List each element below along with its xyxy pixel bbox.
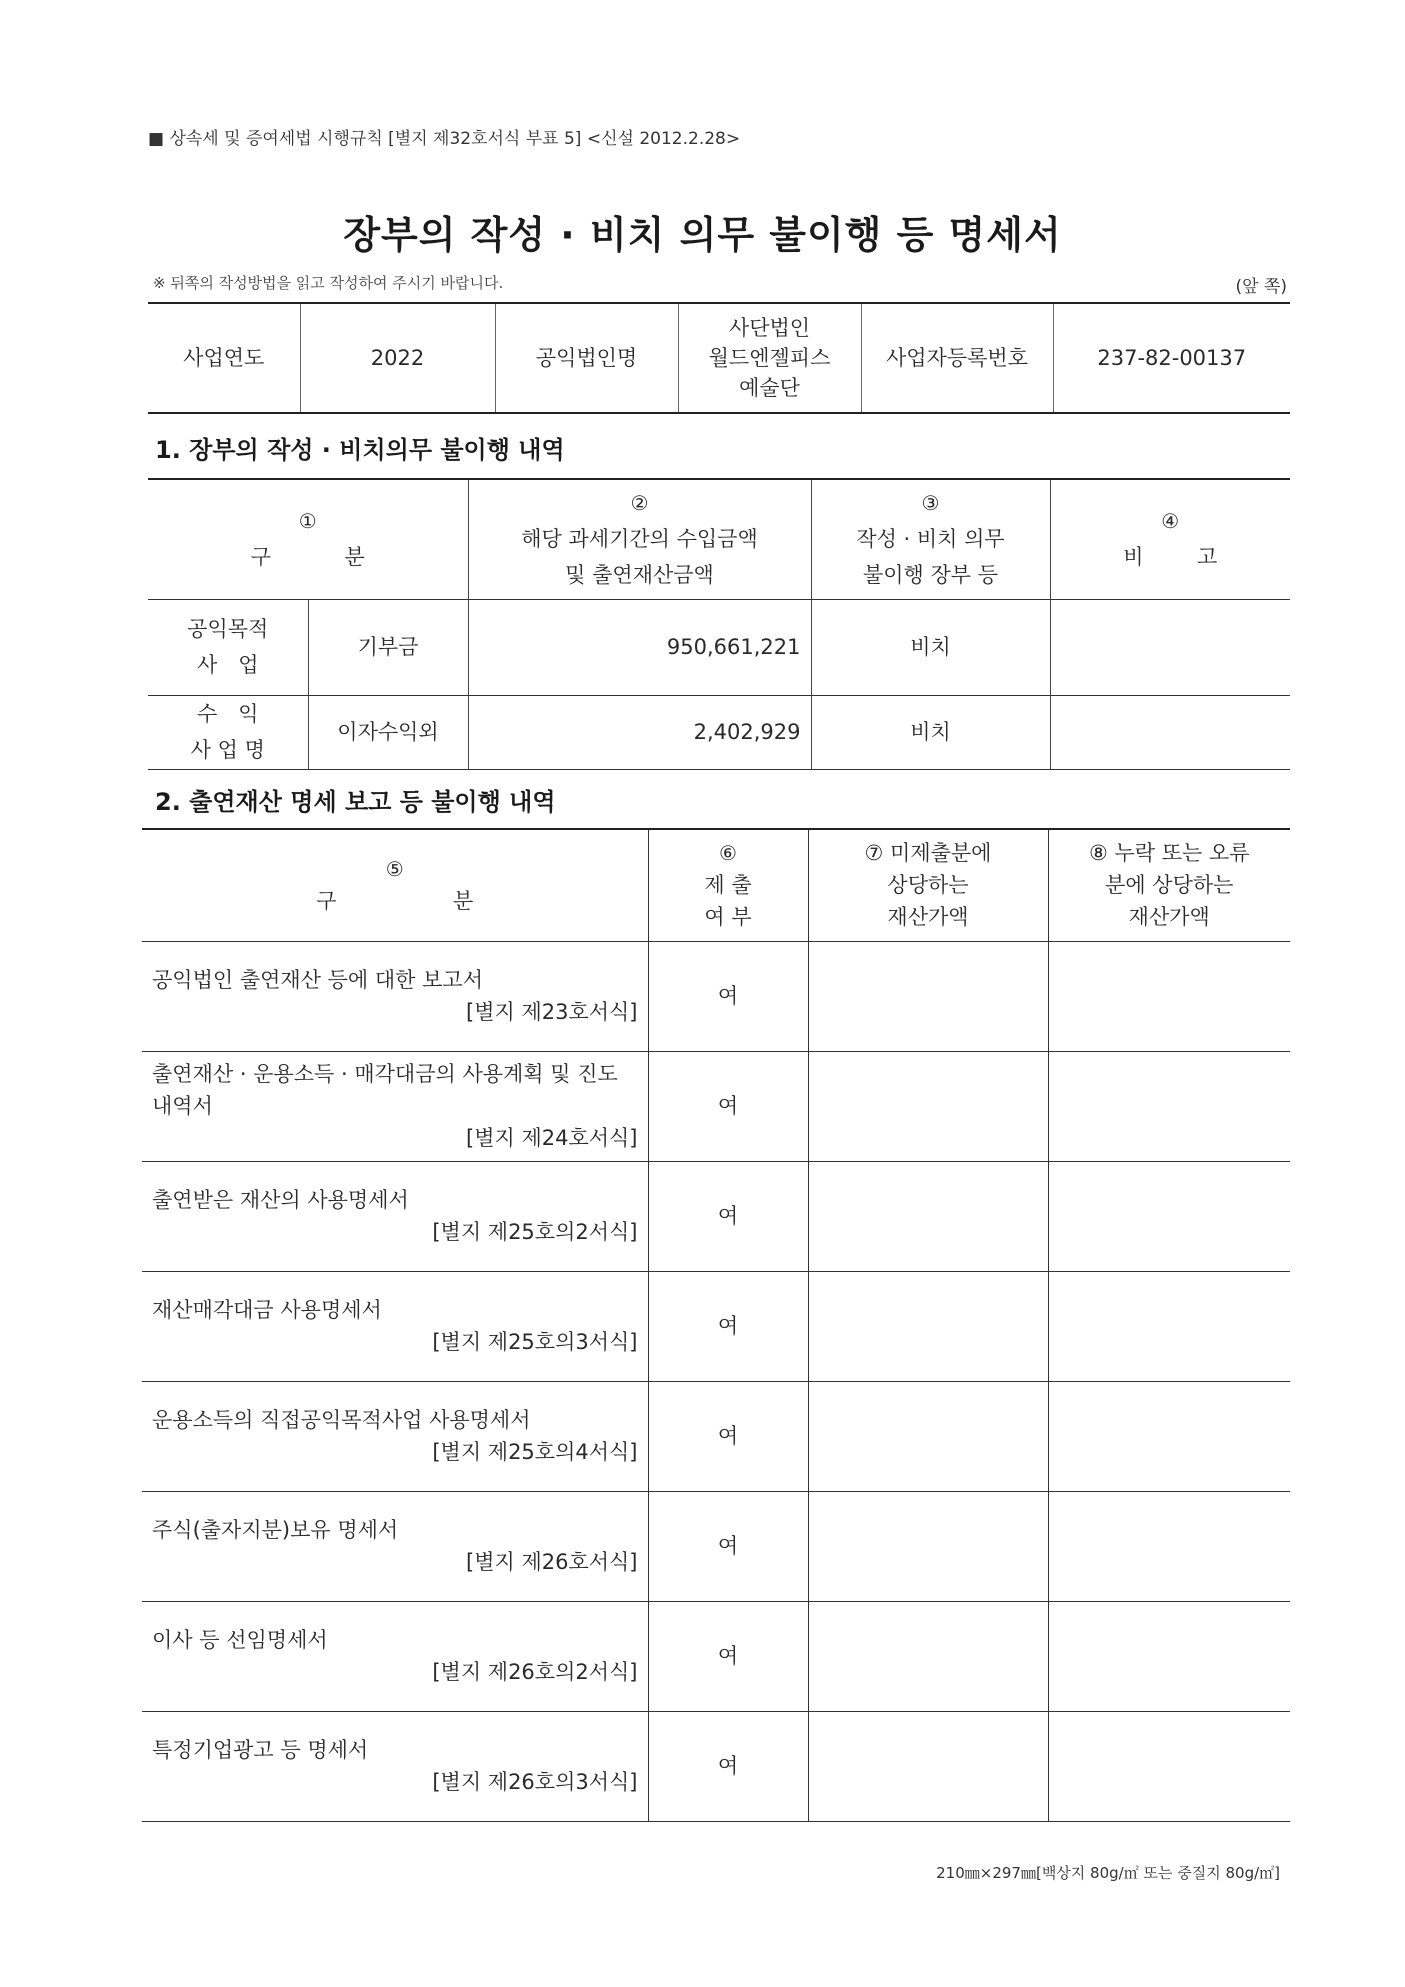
s2-row7-omission	[1048, 1601, 1290, 1711]
s2-col8-line-3: 재산가액	[1128, 905, 1210, 930]
table-row	[148, 599, 1290, 695]
s1-row1-category-line-2: 사 업	[196, 653, 259, 677]
s2-row6-unsubmitted	[808, 1491, 1048, 1601]
corp-value	[678, 303, 861, 413]
instruction-note: ※ 뒤쪽의 작성방법을 읽고 작성하여 주시기 바랍니다.	[153, 274, 504, 292]
section2-table	[142, 828, 1290, 1822]
s2-row7-name: 이사 등 선임명세서	[152, 1628, 328, 1652]
reg-label: 사업자등록번호	[861, 303, 1053, 413]
s1-col3-line-1: 작성 · 비치 의무	[856, 527, 1005, 552]
s2-row4-name: 재산매각대금 사용명세서	[152, 1298, 382, 1322]
s2-row5-omission	[1048, 1381, 1290, 1491]
s2-row3-omission	[1048, 1161, 1290, 1271]
year-value: 2022	[300, 303, 495, 413]
reg-value: 237-82-00137	[1097, 346, 1247, 370]
s2-row7-form: [별지 제26호의2서식]	[432, 1660, 638, 1684]
s2-row4-label	[142, 1271, 648, 1381]
s2-col6-number: ⑥	[719, 841, 737, 866]
s2-row3-unsubmitted	[808, 1161, 1048, 1271]
s2-row2-submitted: 여	[648, 1051, 808, 1161]
s2-row4-submitted: 여	[648, 1271, 808, 1381]
s1-row2-sub: 이자수익외	[308, 695, 468, 769]
corp-value-line-1: 사단법인	[728, 316, 811, 340]
s2-col7-line-2: 상당하는	[887, 873, 969, 898]
table-row	[142, 1491, 1290, 1601]
s2-row1-name: 공익법인 출연재산 등에 대한 보고서	[152, 968, 483, 992]
s2-row1-label	[142, 941, 648, 1051]
s2-row3-label	[142, 1161, 648, 1271]
table-row	[142, 941, 1290, 1051]
s2-row8-submitted: 여	[648, 1711, 808, 1821]
s1-col2-line-1: 해당 과세기간의 수입금액	[521, 527, 758, 552]
s1-col4-number: ④	[1161, 509, 1180, 534]
s2-row2-form: [별지 제24호서식]	[466, 1126, 638, 1150]
s2-row6-name: 주식(출자지분)보유 명세서	[152, 1518, 399, 1542]
s2-row3-form: [별지 제25호의2서식]	[432, 1220, 638, 1244]
s1-col2-line-2: 및 출연재산금액	[565, 563, 714, 588]
s2-col7-line-3: 재산가액	[887, 905, 969, 930]
s2-row1-form: [별지 제23호서식]	[466, 1000, 638, 1024]
s2-col5-number: ⑤	[385, 857, 404, 882]
s1-row1-category	[148, 599, 308, 695]
s1-header-note	[1050, 479, 1290, 599]
section1-title: 1. 장부의 작성 · 비치의무 불이행 내역	[155, 436, 565, 464]
section1-table	[148, 478, 1290, 770]
s2-col6-line-2: 여 부	[704, 905, 752, 930]
form-reference-note: ■ 상속세 및 증여세법 시행규칙 [별지 제32호서식 부표 5] <신설 2012.2.28>	[148, 129, 741, 149]
s2-col5-char-b: 분	[452, 889, 474, 914]
s1-header-amount	[468, 479, 811, 599]
s2-col7-line-1: ⑦ 미제출분에	[864, 841, 992, 866]
s1-row1-sub: 기부금	[308, 599, 468, 695]
s1-col1-number: ①	[298, 509, 317, 534]
s1-col4-char-b: 고	[1196, 545, 1218, 570]
s2-row6-submitted: 여	[648, 1491, 808, 1601]
s2-row8-unsubmitted	[808, 1711, 1048, 1821]
s2-row2-omission	[1048, 1051, 1290, 1161]
corp-label: 공익법인명	[495, 303, 678, 413]
s2-row4-unsubmitted	[808, 1271, 1048, 1381]
s2-header-submitted	[648, 829, 808, 941]
s1-row2-amount: 2,402,929	[468, 695, 811, 769]
s1-row2-category-line-1: 수 익	[196, 702, 259, 726]
table-row	[148, 695, 1290, 769]
s2-header-unsubmitted-value	[808, 829, 1048, 941]
s1-row1-status: 비치	[811, 599, 1050, 695]
corp-value-line-3: 예술단	[739, 376, 800, 400]
paper-spec-footer: 210㎜×297㎜[백상지 80g/㎡ 또는 중질지 80g/㎡]	[936, 1864, 1280, 1882]
table-row	[142, 1051, 1290, 1161]
s2-row1-omission	[1048, 941, 1290, 1051]
s2-row6-label	[142, 1491, 648, 1601]
s1-row2-status: 비치	[811, 695, 1050, 769]
s2-header-category	[142, 829, 648, 941]
page-side-label: (앞 쪽)	[1235, 277, 1287, 297]
s1-header-books	[811, 479, 1050, 599]
s1-col4-char-a: 비	[1123, 545, 1144, 570]
info-table	[148, 302, 1290, 414]
s1-row2-category	[148, 695, 308, 769]
table-row	[142, 1711, 1290, 1821]
s2-col6-line-1: 제 출	[704, 873, 752, 898]
s1-row1-category-line-1: 공익목적	[187, 617, 269, 641]
s2-row1-unsubmitted	[808, 941, 1048, 1051]
s2-col8-line-2: 분에 상당하는	[1105, 873, 1234, 898]
s2-row4-form: [별지 제25호의3서식]	[432, 1330, 638, 1354]
s2-row7-submitted: 여	[648, 1601, 808, 1711]
table-row	[142, 1381, 1290, 1491]
s2-col8-line-1: ⑧ 누락 또는 오류	[1088, 841, 1250, 866]
s2-row2-unsubmitted	[808, 1051, 1048, 1161]
s2-header-omission-value	[1048, 829, 1290, 941]
corp-value-line-2: 월드엔젤피스	[708, 346, 831, 370]
s2-row6-form: [별지 제26호서식]	[466, 1550, 638, 1574]
s2-row6-omission	[1048, 1491, 1290, 1601]
s1-col2-number: ②	[630, 491, 649, 516]
page-title: 장부의 작성 · 비치 의무 불이행 등 명세서	[343, 213, 1062, 257]
s1-row2-note	[1050, 695, 1290, 769]
s2-row5-name: 운용소득의 직접공익목적사업 사용명세서	[152, 1408, 531, 1432]
s2-row8-form: [별지 제26호의3서식]	[432, 1770, 638, 1794]
table-row	[142, 1271, 1290, 1381]
s1-header-category	[148, 479, 468, 599]
table-row	[142, 1161, 1290, 1271]
s1-col3-line-2: 불이행 장부 등	[862, 563, 999, 588]
year-label: 사업연도	[148, 303, 300, 413]
s2-row1-submitted: 여	[648, 941, 808, 1051]
s1-row1-amount: 950,661,221	[468, 599, 811, 695]
s2-row8-omission	[1048, 1711, 1290, 1821]
s2-row4-omission	[1048, 1271, 1290, 1381]
s1-col1-char-b: 분	[344, 545, 365, 570]
s1-col3-number: ③	[921, 491, 940, 516]
s2-row5-submitted: 여	[648, 1381, 808, 1491]
s1-row1-note	[1050, 599, 1290, 695]
s2-row5-label	[142, 1381, 648, 1491]
s2-row2-name: 출연재산 · 운용소득 · 매각대금의 사용계획 및 진도 내역서	[152, 1062, 618, 1118]
s2-row2-label	[142, 1051, 648, 1161]
s2-col5-char-a: 구	[316, 889, 337, 914]
s1-col1-char-a: 구	[250, 545, 272, 570]
s2-row3-name: 출연받은 재산의 사용명세서	[152, 1188, 409, 1212]
s2-row3-submitted: 여	[648, 1161, 808, 1271]
s2-row7-unsubmitted	[808, 1601, 1048, 1711]
s1-row2-category-line-2: 사 업 명	[190, 738, 265, 762]
s2-row5-form: [별지 제25호의4서식]	[432, 1440, 638, 1464]
s2-row8-name: 특정기업광고 등 명세서	[152, 1738, 369, 1762]
section2-title: 2. 출연재산 명세 보고 등 불이행 내역	[155, 788, 556, 816]
table-row	[142, 1601, 1290, 1711]
s2-row5-unsubmitted	[808, 1381, 1048, 1491]
s2-row7-label	[142, 1601, 648, 1711]
s2-row8-label	[142, 1711, 648, 1821]
